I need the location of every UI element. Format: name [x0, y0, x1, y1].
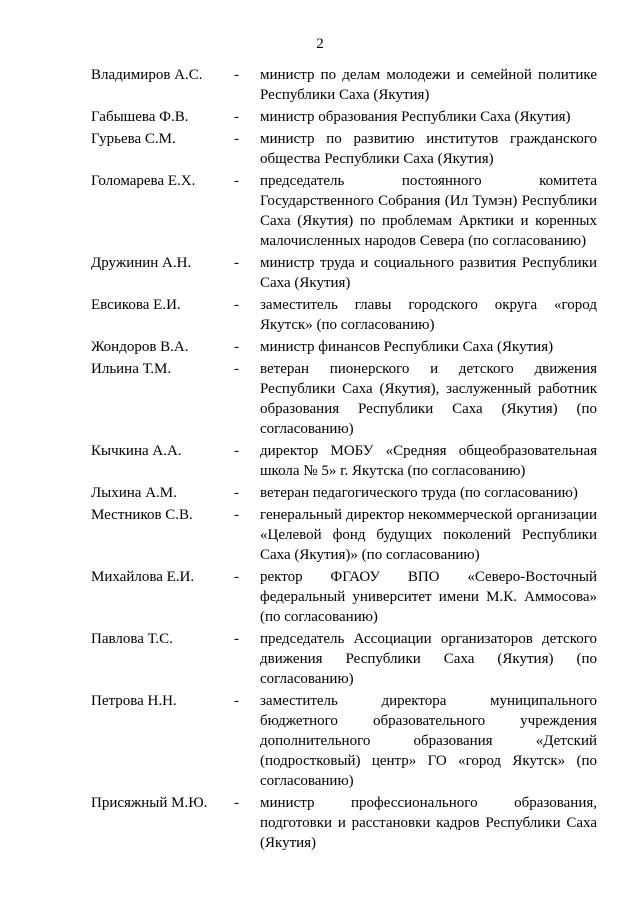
member-name: Жондоров В.А.	[91, 339, 189, 355]
list-item	[91, 337, 597, 357]
list-item	[91, 171, 597, 251]
list-item	[91, 65, 597, 105]
dash-separator: -	[234, 795, 239, 811]
list-item	[91, 691, 597, 791]
member-name: Гурьева С.М.	[91, 131, 176, 147]
dash-separator: -	[234, 67, 239, 83]
member-name: Кычкина А.А.	[91, 443, 182, 459]
member-position: председатель Ассоциации организаторов детского движения Республики Саха (Якутия) (по согласованию)	[260, 631, 597, 687]
member-position: министр труда и социального развития Республики Саха (Якутия)	[260, 255, 597, 291]
list-item	[91, 483, 597, 503]
member-position: министр по развитию институтов гражданского общества Республики Саха (Якутия)	[260, 131, 597, 167]
dash-separator: -	[234, 109, 239, 125]
page-number: 2	[316, 36, 324, 52]
member-position: председатель постоянного комитета Государственного Собрания (Ил Тумэн) Республики Саха (Якутия) по проблемам Арктики и коренных малочисленных народов Севера (по согласованию)	[260, 173, 597, 249]
member-name: Лыхина А.М.	[91, 485, 177, 501]
member-name: Голомарева Е.Х.	[91, 173, 196, 189]
member-name: Присяжный М.Ю.	[91, 795, 208, 811]
member-position: генеральный директор некоммерческой организации «Целевой фонд будущих поколений Республики Саха (Якутия)» (по согласованию)	[260, 507, 597, 563]
list-item	[91, 107, 597, 127]
member-name: Павлова Т.С.	[91, 631, 173, 647]
dash-separator: -	[234, 131, 239, 147]
dash-separator: -	[234, 693, 239, 709]
member-name: Дружинин А.Н.	[91, 255, 192, 271]
dash-separator: -	[234, 297, 239, 313]
list-item	[91, 359, 597, 439]
dash-separator: -	[234, 443, 239, 459]
dash-separator: -	[234, 361, 239, 377]
member-name: Местников С.В.	[91, 507, 193, 523]
list-item	[91, 567, 597, 627]
list-item	[91, 253, 597, 293]
member-list	[91, 65, 597, 855]
list-item	[91, 793, 597, 853]
member-position: министр профессионального образования, подготовки и расстановки кадров Республики Саха (Якутия)	[260, 795, 597, 851]
member-name: Владимиров А.С.	[91, 67, 203, 83]
dash-separator: -	[234, 339, 239, 355]
member-position: ветеран педагогического труда (по согласованию)	[260, 485, 578, 501]
member-name: Габышева Ф.В.	[91, 109, 189, 125]
dash-separator: -	[234, 173, 239, 189]
list-item	[91, 129, 597, 169]
member-name: Ильина Т.М.	[91, 361, 172, 377]
dash-separator: -	[234, 255, 239, 271]
member-name: Евсикова Е.И.	[91, 297, 181, 313]
member-position: ветеран пионерского и детского движения Республики Саха (Якутия), заслуженный работник образования Республики Саха (Якутия) (по согласованию)	[260, 361, 597, 437]
dash-separator: -	[234, 507, 239, 523]
member-position: министр по делам молодежи и семейной политике Республики Саха (Якутия)	[260, 67, 597, 103]
list-item	[91, 629, 597, 689]
member-position: директор МОБУ «Средняя общеобразовательная школа № 5» г. Якутска (по согласованию)	[260, 443, 597, 479]
list-item	[91, 505, 597, 565]
dash-separator: -	[234, 631, 239, 647]
dash-separator: -	[234, 485, 239, 501]
list-item	[91, 441, 597, 481]
member-name: Михайлова Е.И.	[91, 569, 195, 585]
list-item	[91, 295, 597, 335]
member-position: министр образования Республики Саха (Якутия)	[260, 109, 571, 125]
member-name: Петрова Н.Н.	[91, 693, 177, 709]
dash-separator: -	[234, 569, 239, 585]
member-position: ректор ФГАОУ ВПО «Северо-Восточный федеральный университет имени М.К. Аммосова» (по согласованию)	[260, 569, 597, 625]
member-position: заместитель главы городского округа «город Якутск» (по согласованию)	[260, 297, 597, 333]
member-position: заместитель директора муниципального бюджетного образовательного учреждения дополнительного образования «Детский (подростковый) центр» ГО «город Якутск» (по согласованию)	[260, 693, 597, 789]
member-position: министр финансов Республики Саха (Якутия)	[260, 339, 554, 355]
